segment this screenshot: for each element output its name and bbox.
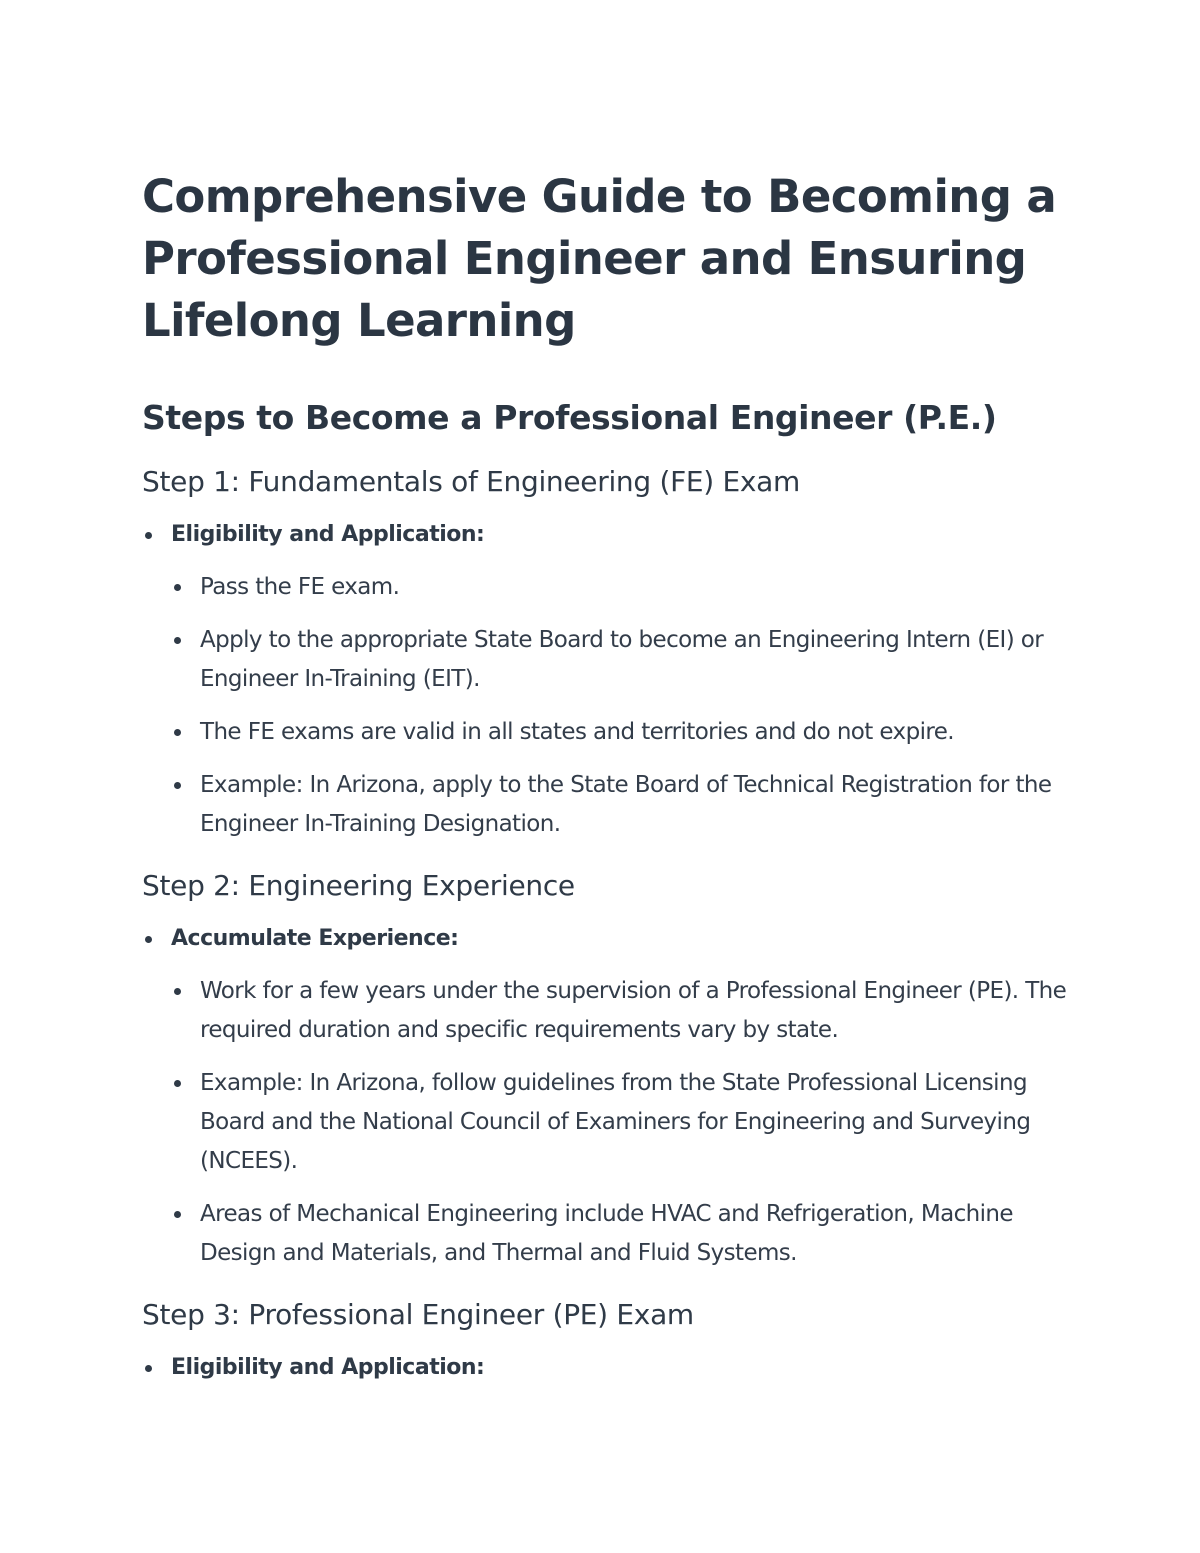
list-item (171, 1195, 1072, 1273)
step-2-heading: Step 2: Engineering Experience (142, 869, 575, 902)
step-3-heading: Step 3: Professional Engineer (PE) Exam (142, 1298, 694, 1331)
bullet-icon (174, 1211, 181, 1218)
section-heading: Steps to Become a Professional Engineer (P.E.) (142, 398, 997, 437)
list-item-text: Example: In Arizona, apply to the State Board of Technical Registration for the Engineer In-Training Designation. (200, 772, 1052, 837)
list-item-label: Eligibility and Application: (171, 1355, 485, 1380)
list-item-text: The FE exams are valid in all states and territories and do not expire. (200, 719, 954, 745)
list-item (171, 568, 1072, 607)
step-1-sublist (171, 568, 1072, 844)
bullet-icon (174, 584, 181, 591)
list-item (142, 920, 1072, 1273)
bullet-icon (145, 936, 152, 943)
bullet-icon (174, 729, 181, 736)
list-item-text: Example: In Arizona, follow guidelines from the State Professional Licensing Board and the National Council of Examiners for Engineering and Surveying (NCEES). (200, 1070, 1031, 1174)
list-item (142, 1349, 1072, 1387)
bullet-icon (174, 1080, 181, 1087)
bullet-icon (174, 988, 181, 995)
bullet-icon (174, 782, 181, 789)
step-2-list (142, 920, 1072, 1273)
list-item-text: Pass the FE exam. (200, 574, 400, 600)
step-2-sublist (171, 972, 1072, 1273)
step-1-heading: Step 1: Fundamentals of Engineering (FE) Exam (142, 465, 800, 498)
list-item (171, 766, 1072, 844)
bullet-icon (174, 637, 181, 644)
list-item-text: Work for a few years under the supervision of a Professional Engineer (PE). The required duration and specific requirements vary by state. (200, 978, 1067, 1043)
step-3-list (142, 1349, 1072, 1387)
bullet-icon (145, 1365, 152, 1372)
list-item-text: Areas of Mechanical Engineering include HVAC and Refrigeration, Machine Design and Materials, and Thermal and Fluid Systems. (200, 1201, 1013, 1266)
list-item (171, 621, 1072, 699)
list-item-label: Accumulate Experience: (171, 926, 459, 951)
list-item-label: Eligibility and Application: (171, 522, 485, 547)
list-item (171, 972, 1072, 1050)
document-page (142, 166, 1072, 1387)
list-item-text: Apply to the appropriate State Board to become an Engineering Intern (EI) or Engineer In-Training (EIT). (200, 627, 1044, 692)
document-title: Comprehensive Guide to Becoming a Professional Engineer and Ensuring Lifelong Learning (142, 170, 1057, 347)
list-item (171, 1064, 1072, 1181)
step-1-list (142, 516, 1072, 844)
list-item (142, 516, 1072, 844)
list-item (171, 713, 1072, 752)
bullet-icon (145, 532, 152, 539)
